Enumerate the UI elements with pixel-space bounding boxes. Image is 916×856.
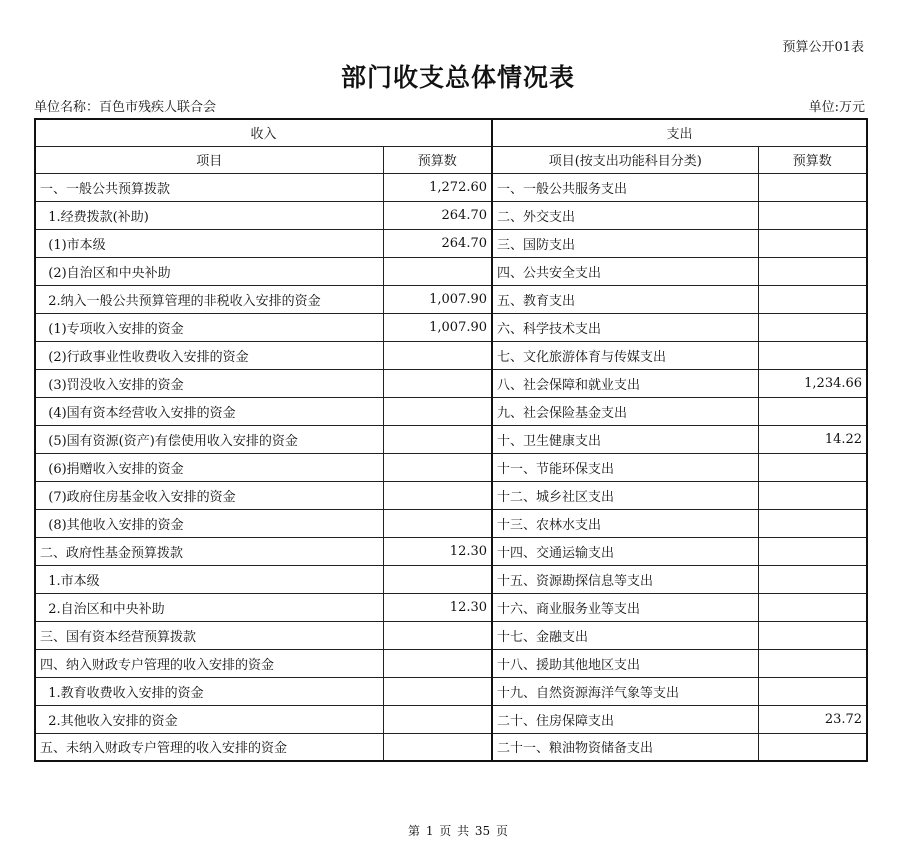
exp-item-cell: 七、文化旅游体育与传媒支出 bbox=[492, 341, 758, 369]
income-amount-cell: 12.30 bbox=[383, 593, 492, 621]
table-row bbox=[35, 453, 867, 481]
expenditure-section-header: 支出 bbox=[492, 119, 867, 146]
exp-item-cell: 一、一般公共服务支出 bbox=[492, 173, 758, 201]
income-amount-cell: 1,007.90 bbox=[383, 285, 492, 313]
exp-item-cell: 十七、金融支出 bbox=[492, 621, 758, 649]
exp-item-cell: 十四、交通运输支出 bbox=[492, 537, 758, 565]
exp-amount-cell bbox=[758, 481, 867, 509]
income-item-cell: 四、纳入财政专户管理的收入安排的资金 bbox=[35, 649, 383, 677]
exp-amount-header: 预算数 bbox=[758, 146, 867, 173]
exp-item-cell: 八、社会保障和就业支出 bbox=[492, 369, 758, 397]
table-row bbox=[35, 733, 867, 761]
exp-item-cell: 十八、援助其他地区支出 bbox=[492, 649, 758, 677]
table-row bbox=[35, 677, 867, 705]
exp-amount-cell bbox=[758, 313, 867, 341]
budget-table bbox=[34, 118, 868, 762]
table-row bbox=[35, 313, 867, 341]
exp-item-cell: 二、外交支出 bbox=[492, 201, 758, 229]
table-row bbox=[35, 537, 867, 565]
exp-item-cell: 十六、商业服务业等支出 bbox=[492, 593, 758, 621]
table-row bbox=[35, 565, 867, 593]
section-header-row bbox=[35, 119, 867, 146]
exp-item-cell: 三、国防支出 bbox=[492, 229, 758, 257]
table-row bbox=[35, 369, 867, 397]
income-amount-cell bbox=[383, 621, 492, 649]
exp-item-cell: 十五、资源勘探信息等支出 bbox=[492, 565, 758, 593]
income-item-cell: 1.市本级 bbox=[35, 565, 383, 593]
exp-amount-cell bbox=[758, 537, 867, 565]
table-row bbox=[35, 229, 867, 257]
exp-amount-cell bbox=[758, 621, 867, 649]
exp-amount-cell bbox=[758, 397, 867, 425]
income-amount-cell bbox=[383, 705, 492, 733]
exp-amount-cell bbox=[758, 593, 867, 621]
meta-row bbox=[34, 96, 865, 114]
table-row bbox=[35, 285, 867, 313]
table-row bbox=[35, 705, 867, 733]
exp-item-cell: 五、教育支出 bbox=[492, 285, 758, 313]
table-row bbox=[35, 173, 867, 201]
exp-item-cell: 二十、住房保障支出 bbox=[492, 705, 758, 733]
income-item-cell: (8)其他收入安排的资金 bbox=[35, 509, 383, 537]
table-row bbox=[35, 257, 867, 285]
exp-amount-cell: 1,234.66 bbox=[758, 369, 867, 397]
income-item-cell: (7)政府住房基金收入安排的资金 bbox=[35, 481, 383, 509]
income-amount-cell: 1,007.90 bbox=[383, 313, 492, 341]
income-amount-cell bbox=[383, 453, 492, 481]
income-amount-header: 预算数 bbox=[383, 146, 492, 173]
table-row bbox=[35, 481, 867, 509]
income-item-cell: (2)行政事业性收费收入安排的资金 bbox=[35, 341, 383, 369]
income-item-cell: 1.教育收费收入安排的资金 bbox=[35, 677, 383, 705]
income-amount-cell: 264.70 bbox=[383, 229, 492, 257]
income-amount-cell bbox=[383, 677, 492, 705]
exp-item-cell: 四、公共安全支出 bbox=[492, 257, 758, 285]
exp-amount-cell bbox=[758, 229, 867, 257]
income-amount-cell bbox=[383, 509, 492, 537]
table-row bbox=[35, 593, 867, 621]
exp-amount-cell bbox=[758, 341, 867, 369]
unit-measure: 单位:万元 bbox=[808, 100, 865, 115]
page-footer: 第 1 页 共 35 页 bbox=[408, 824, 508, 838]
income-amount-cell bbox=[383, 397, 492, 425]
exp-item-cell: 六、科学技术支出 bbox=[492, 313, 758, 341]
income-item-cell: (1)市本级 bbox=[35, 229, 383, 257]
income-amount-cell bbox=[383, 481, 492, 509]
table-row bbox=[35, 425, 867, 453]
income-item-cell: 1.经费拨款(补助) bbox=[35, 201, 383, 229]
table-row bbox=[35, 341, 867, 369]
exp-amount-cell bbox=[758, 565, 867, 593]
exp-amount-cell: 23.72 bbox=[758, 705, 867, 733]
exp-item-header: 项目(按支出功能科目分类) bbox=[492, 146, 758, 173]
exp-amount-cell bbox=[758, 285, 867, 313]
income-item-cell: (5)国有资源(资产)有偿使用收入安排的资金 bbox=[35, 425, 383, 453]
exp-item-cell: 九、社会保险基金支出 bbox=[492, 397, 758, 425]
table-row bbox=[35, 397, 867, 425]
exp-amount-cell bbox=[758, 257, 867, 285]
income-item-cell: 2.其他收入安排的资金 bbox=[35, 705, 383, 733]
income-item-cell: 二、政府性基金预算拨款 bbox=[35, 537, 383, 565]
form-code: 预算公开01表 bbox=[782, 40, 864, 55]
exp-amount-cell bbox=[758, 733, 867, 761]
exp-amount-cell bbox=[758, 677, 867, 705]
exp-amount-cell bbox=[758, 173, 867, 201]
exp-amount-cell bbox=[758, 453, 867, 481]
income-amount-cell: 1,272.60 bbox=[383, 173, 492, 201]
exp-item-cell: 十二、城乡社区支出 bbox=[492, 481, 758, 509]
exp-amount-cell bbox=[758, 201, 867, 229]
column-header-row bbox=[35, 146, 867, 173]
income-amount-cell bbox=[383, 733, 492, 761]
income-item-cell: (2)自治区和中央补助 bbox=[35, 257, 383, 285]
income-amount-cell bbox=[383, 425, 492, 453]
exp-item-cell: 十三、农林水支出 bbox=[492, 509, 758, 537]
income-item-cell: (6)捐赠收入安排的资金 bbox=[35, 453, 383, 481]
exp-item-cell: 十一、节能环保支出 bbox=[492, 453, 758, 481]
income-item-cell: 2.自治区和中央补助 bbox=[35, 593, 383, 621]
income-amount-cell bbox=[383, 369, 492, 397]
table-row bbox=[35, 201, 867, 229]
page-title: 部门收支总体情况表 bbox=[340, 63, 575, 92]
income-amount-cell bbox=[383, 257, 492, 285]
table-row bbox=[35, 509, 867, 537]
unit-name: 单位名称：百色市残疾人联合会 bbox=[34, 100, 217, 115]
income-item-cell: 三、国有资本经营预算拨款 bbox=[35, 621, 383, 649]
table-row bbox=[35, 649, 867, 677]
exp-amount-cell bbox=[758, 649, 867, 677]
income-amount-cell bbox=[383, 649, 492, 677]
income-amount-cell bbox=[383, 565, 492, 593]
exp-amount-cell: 14.22 bbox=[758, 425, 867, 453]
table-row bbox=[35, 621, 867, 649]
income-item-cell: (3)罚没收入安排的资金 bbox=[35, 369, 383, 397]
income-item-cell: 2.纳入一般公共预算管理的非税收入安排的资金 bbox=[35, 285, 383, 313]
income-item-cell: (1)专项收入安排的资金 bbox=[35, 313, 383, 341]
income-amount-cell: 264.70 bbox=[383, 201, 492, 229]
exp-item-cell: 十九、自然资源海洋气象等支出 bbox=[492, 677, 758, 705]
exp-amount-cell bbox=[758, 509, 867, 537]
exp-item-cell: 十、卫生健康支出 bbox=[492, 425, 758, 453]
income-amount-cell: 12.30 bbox=[383, 537, 492, 565]
income-item-cell: 一、一般公共预算拨款 bbox=[35, 173, 383, 201]
income-section-header: 收入 bbox=[35, 119, 492, 146]
income-item-header: 项目 bbox=[35, 146, 383, 173]
exp-item-cell: 二十一、粮油物资储备支出 bbox=[492, 733, 758, 761]
income-amount-cell bbox=[383, 341, 492, 369]
income-item-cell: (4)国有资本经营收入安排的资金 bbox=[35, 397, 383, 425]
income-item-cell: 五、未纳入财政专户管理的收入安排的资金 bbox=[35, 733, 383, 761]
